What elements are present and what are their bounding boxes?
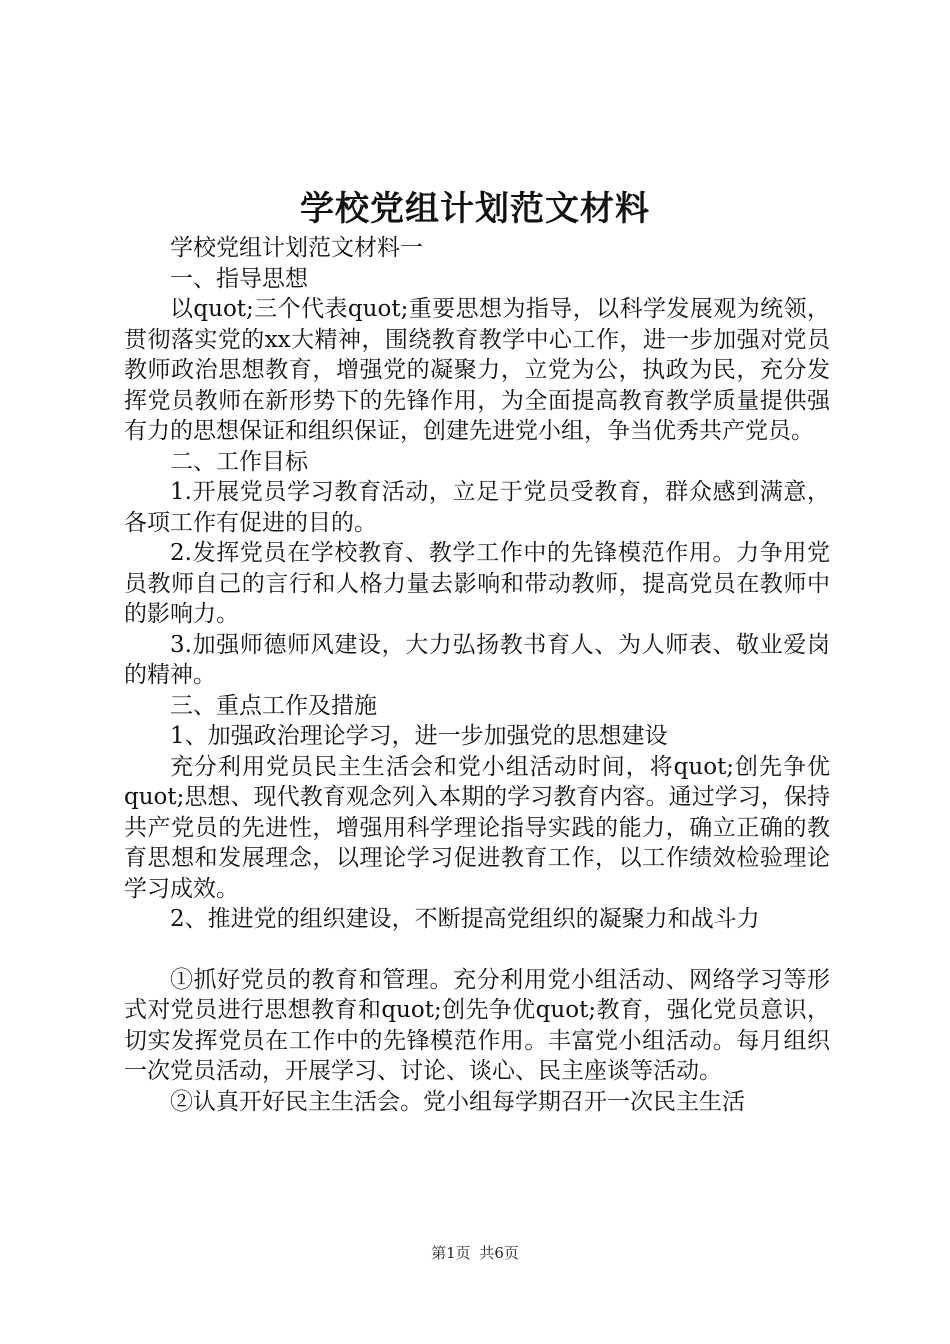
heading-organization-building: 2、推进党的组织建设，不断提高党组织的凝聚力和战斗力	[170, 906, 760, 932]
heading-guiding-ideology: 一、指导思想	[170, 265, 308, 292]
document-body	[124, 233, 830, 1117]
heading-work-goals: 二、工作目标	[170, 448, 308, 475]
heading-key-work: 三、重点工作及措施	[170, 692, 377, 719]
paragraph-goal-3: 3.加强师德师风建设，大力弘扬教书育人、为人师表、敬业爱岗的精神。	[124, 631, 830, 688]
paragraph-subtitle: 学校党组计划范文材料一	[170, 235, 423, 261]
paragraph-theory-study: 充分利用党员民主生活会和党小组活动时间，将quot;创先争优quot;思想、现代教育观念列入本期的学习教育内容。通过学习，保持共产党员的先进性，增强用科学理论指导实践的能力，确立正确的教育思想和发展理念，以理论学习促进教育工作，以工作绩效检验理论学习成效。	[124, 753, 830, 902]
paragraph-member-education: ①抓好党员的教育和管理。充分利用党小组活动、网络学习等形式对党员进行思想教育和quot;创先争优quot;教育，强化党员意识，切实发挥党员在工作中的先锋模范作用。丰富党小组活动。每月组织一次党员活动，开展学习、讨论、谈心、民主座谈等活动。	[124, 966, 830, 1084]
paragraph-democratic-meeting: ②认真开好民主生活会。党小组每学期召开一次民主生活	[170, 1088, 745, 1115]
page-footer	[0, 1243, 950, 1263]
page-number: 第1页	[431, 1244, 471, 1262]
paragraph-gap	[124, 935, 830, 965]
paragraph-goal-1: 1.开展党员学习教育活动，立足于党员受教育，群众感到满意，各项工作有促进的目的。	[124, 479, 830, 536]
page-total: 共6页	[479, 1244, 519, 1262]
paragraph-goal-2: 2.发挥党员在学校教育、教学工作中的先锋模范作用。力争用党员教师自己的言行和人格力量去影响和带动教师，提高党员在教师中的影响力。	[124, 540, 830, 627]
heading-theory-study: 1、加强政治理论学习，进一步加强党的思想建设	[170, 723, 668, 749]
paragraph-guiding-ideology: 以quot;三个代表quot;重要思想为指导，以科学发展观为统领，贯彻落实党的xx大精神，围绕教育教学中心工作，进一步加强对党员教师政治思想教育，增强党的凝聚力，立党为公，执政为民，充分发挥党员教师在新形势下的先锋作用，为全面提高教育教学质量提供强有力的思想保证和组织保证，创建先进党小组，争当优秀共产党员。	[124, 296, 830, 444]
document-title: 学校党组计划范文材料	[300, 189, 650, 229]
